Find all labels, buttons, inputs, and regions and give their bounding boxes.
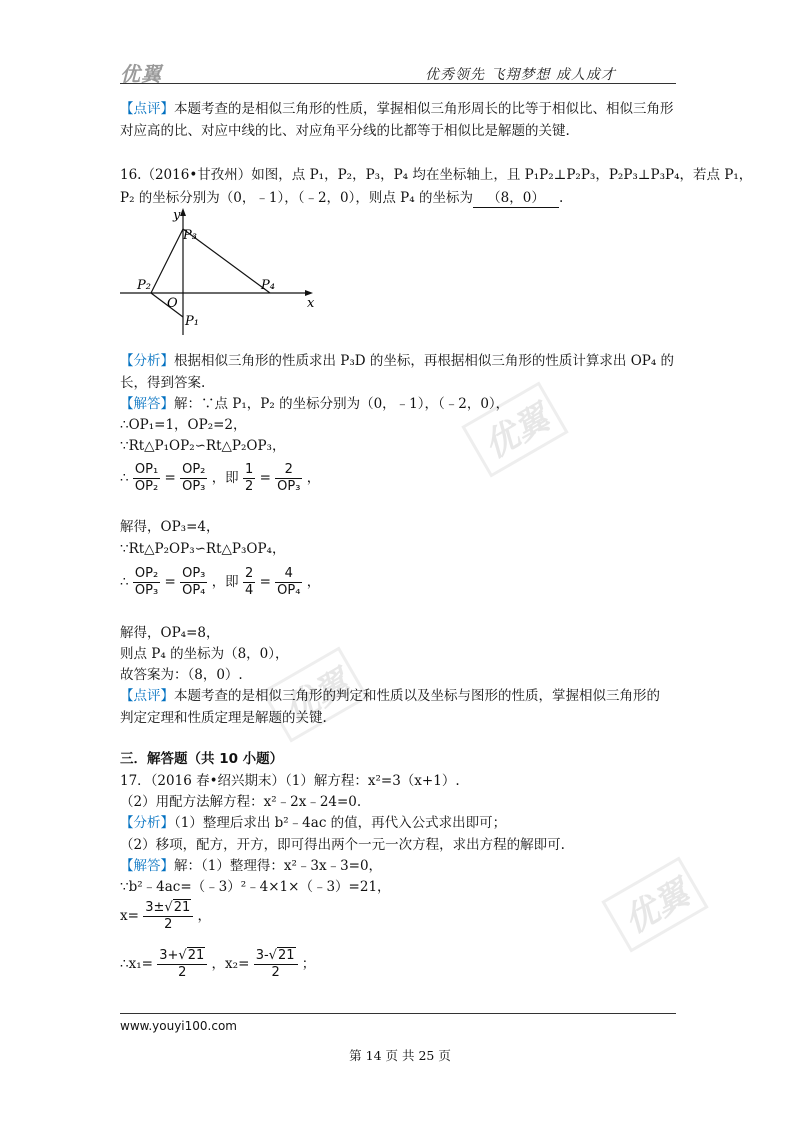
solution16-line8: 故答案为：（8，0）.	[120, 667, 243, 683]
watermark: 优翼	[601, 856, 708, 952]
review-tag: 【点评】	[120, 101, 174, 117]
review-top-line1: 【点评】本题考查的是相似三角形的性质，掌握相似三角形周长的比等于相似比、相似三角形	[120, 101, 674, 117]
fraction: $\frac{\text{OP₂}}{\text{OP₃}}$	[182, 462, 206, 494]
segment-p2p3	[151, 229, 183, 293]
review16-line1: 【点评】本题考查的是相似三角形的判定和性质以及坐标与图形的性质，掌握相似三角形的	[120, 688, 660, 704]
q16-line1: 16.（2016•甘孜州）如图，点 P₁，P₂，P₃，P₄ 均在坐标轴上，且 P₁P₂⊥P₂P₃，P₂P₃⊥P₃P₄，若点 P₁，	[120, 167, 753, 183]
label-y: y	[173, 208, 181, 223]
coordinate-figure	[115, 203, 320, 338]
solution16-line6: 解得，OP₄=8，	[120, 625, 220, 641]
solution17-roots: ∴x₁= $\frac{3+√21}{2}$ ，x₂= $\frac{3-√21}{2}$ ；	[120, 948, 316, 980]
solution16-line5: ∵Rt△P₂OP₃∽Rt△P₃OP₄，	[120, 541, 286, 557]
solution16-eq1: ∴ $\frac{\text{OP₁}}{\text{OP₂}}$ = $\frac{\text{OP₂}}{\text{OP₃}}$ ，即 $\frac{1}{2}$ = $\frac{2}{\text{OP₃}}$ ，	[120, 462, 321, 494]
solution16-line4: 解得，OP₃=4，	[120, 519, 220, 535]
fraction: $\frac{\text{OP₃}}{\text{OP₄}}$	[182, 566, 206, 598]
section-title: 三．解答题（共 10 小题）	[120, 751, 284, 767]
solution16-eq2: ∴ $\frac{\text{OP₂}}{\text{OP₃}}$ = $\frac{\text{OP₃}}{\text{OP₄}}$ ，即 $\frac{2}{4}$ = $\frac{4}{\text{OP₄}}$ ，	[120, 566, 321, 598]
fraction: $\frac{3\pm√21}{2}$	[143, 900, 193, 933]
fraction: $\frac{\text{OP₁}}{\text{OP₂}}$	[134, 462, 159, 494]
solution16-line7: 则点 P₄ 的坐标为（8，0），	[120, 646, 289, 662]
label-x: x	[307, 296, 315, 311]
solution16-line3: ∵Rt△P₁OP₂∽Rt△P₂OP₃，	[120, 438, 286, 454]
fraction: $\frac{2}{4}$	[244, 566, 254, 598]
review16-line2: 判定定理和性质定理是解题的关键.	[120, 710, 327, 726]
footer-url[interactable]: www.youyi100.com	[120, 1019, 237, 1033]
q16-answer-blank: （8，0）	[473, 189, 559, 208]
footer-rule	[120, 1013, 676, 1014]
q17-line1: 17．（2016 春•绍兴期末）（1）解方程：x²=3（x+1）.	[120, 773, 460, 789]
label-p1: P₁	[185, 314, 199, 329]
fraction: $\frac{2}{\text{OP₃}}$	[277, 462, 301, 494]
fraction: $\frac{\text{OP₂}}{\text{OP₃}}$	[134, 566, 159, 598]
solution17-quadratic-formula: x= $\frac{3\pm√21}{2}$ ，	[120, 900, 212, 932]
label-p4: P₄	[261, 278, 275, 293]
y-axis-arrow	[180, 208, 186, 216]
header-logo: 优翼	[120, 62, 162, 86]
analysis16-line1: 【分析】根据相似三角形的性质求出 P₃D 的坐标，再根据相似三角形的性质计算求出 OP₄ 的	[120, 353, 675, 369]
fraction: $\frac{1}{2}$	[244, 462, 254, 494]
label-p3: P₃	[183, 228, 197, 243]
q17-line2: （2）用配方法解方程：x²﹣2x﹣24=0.	[120, 794, 362, 810]
review-top-line2: 对应高的比、对应中线的比、对应角平分线的比都等于相似比是解题的关键.	[120, 123, 570, 139]
fraction: $\frac{4}{\text{OP₄}}$	[277, 566, 301, 598]
solution17-line1: 【解答】解：（1）整理得：x²﹣3x﹣3=0，	[120, 858, 383, 874]
page-number: 第 14 页 共 25 页	[349, 1048, 451, 1063]
analysis16-line2: 长，得到答案.	[120, 375, 206, 391]
label-p2: P₂	[137, 278, 151, 293]
fraction: $\frac{3+√21}{2}$	[157, 948, 207, 981]
watermark: 优翼	[261, 646, 368, 742]
analysis17-line1: 【分析】（1）整理后求出 b²﹣4ac 的值，再代入公式求出即可；	[120, 815, 507, 831]
analysis17-line2: （2）移项，配方，开方，即可得出两个一元一次方程，求出方程的解即可.	[120, 837, 565, 853]
fraction: $\frac{3-√21}{2}$	[254, 948, 298, 981]
label-o: O	[167, 296, 178, 311]
q16-line2: P₂ 的坐标分别为（0，﹣1），（﹣2，0），则点 P₄ 的坐标为 （8，0） .	[120, 190, 564, 206]
solution16-line1: 【解答】解：∵点 P₁，P₂ 的坐标分别为（0，﹣1），（﹣2，0），	[120, 396, 510, 412]
solution16-line2: ∴OP₁=1，OP₂=2，	[120, 417, 247, 433]
watermark: 优翼	[461, 381, 568, 477]
solution17-line2: ∵b²﹣4ac=（﹣3）²﹣4×1×（﹣3）=21，	[120, 879, 391, 895]
header-slogan: 优秀领先 飞翔梦想 成人成才	[425, 67, 616, 83]
header-rule	[120, 83, 676, 84]
